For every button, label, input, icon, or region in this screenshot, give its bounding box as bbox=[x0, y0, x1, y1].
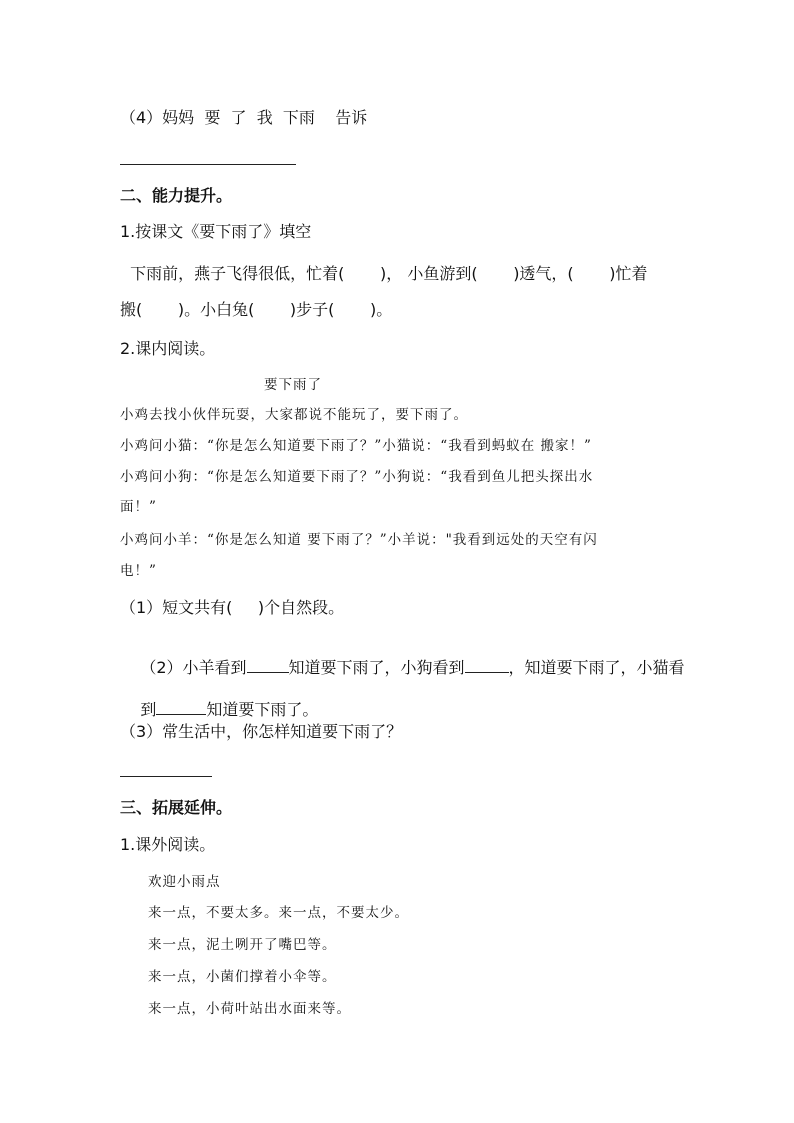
q2-sub2-text: 知道要下雨了，小狗看到 bbox=[288, 658, 465, 677]
q2-sub2-text: 知道要下雨了。 bbox=[206, 700, 319, 719]
passage-line: 小鸡问小猫：“你是怎么知道要下雨了？”小猫说：“我看到蚂蚁在 搬家！” bbox=[120, 438, 592, 454]
poem-line: 来一点，小菌们撑着小伞等。 bbox=[148, 969, 337, 985]
q2-sub2-text: 到 bbox=[140, 700, 157, 719]
passage-line: 面！” bbox=[120, 499, 157, 515]
item4-words: （4）妈妈 要 了 我 下雨 告诉 bbox=[120, 108, 368, 127]
passage-title: 要下雨了 bbox=[264, 377, 322, 393]
section2-q1-line2: 搬( )。小白兔( )步子( )。 bbox=[120, 300, 393, 319]
poem-title: 欢迎小雨点 bbox=[148, 874, 221, 890]
section3-heading: 三、拓展延伸。 bbox=[120, 798, 233, 817]
section2-q1-line1: 下雨前，燕子飞得很低，忙着( )， 小鱼游到( )透气，( )忙着 bbox=[120, 264, 648, 283]
poem-line: 来一点，不要太多。来一点，不要太少。 bbox=[148, 905, 409, 921]
section2-q1-title: 1.按课文《要下雨了》填空 bbox=[120, 222, 312, 241]
q2-sub2-text: （2）小羊看到 bbox=[140, 658, 247, 677]
poem-line: 来一点，小荷叶站出水面来等。 bbox=[148, 1001, 351, 1017]
q2-sub2-text: ，知道要下雨了，小猫看 bbox=[508, 658, 685, 677]
section2-heading: 二、能力提升。 bbox=[120, 186, 233, 205]
answer-line-item4 bbox=[120, 164, 296, 165]
q2-sub1: （1）短文共有( )个自然段。 bbox=[120, 598, 345, 617]
q2-sub3: （3）常生活中，你怎样知道要下雨了？ bbox=[120, 722, 403, 741]
passage-line: 小鸡去找小伙伴玩耍，大家都说不能玩了，要下雨了。 bbox=[120, 407, 468, 423]
passage-line: 电！” bbox=[120, 563, 157, 579]
passage-line: 小鸡问小狗：“你是怎么知道要下雨了？”小狗说：“我看到鱼儿把头探出水 bbox=[120, 469, 594, 485]
poem-line: 来一点，泥土咧开了嘴巴等。 bbox=[148, 937, 337, 953]
fill-blank[interactable] bbox=[156, 700, 206, 715]
section3-q1-title: 1.课外阅读。 bbox=[120, 835, 216, 854]
fill-blank[interactable] bbox=[247, 658, 289, 673]
answer-line-sub3 bbox=[120, 776, 212, 777]
section2-q2-title: 2.课内阅读。 bbox=[120, 339, 216, 358]
fill-blank[interactable] bbox=[465, 658, 509, 673]
passage-line: 小鸡问小羊：“你是怎么知道 要下雨了？”小羊说："我看到远处的天空有闪 bbox=[120, 532, 598, 548]
